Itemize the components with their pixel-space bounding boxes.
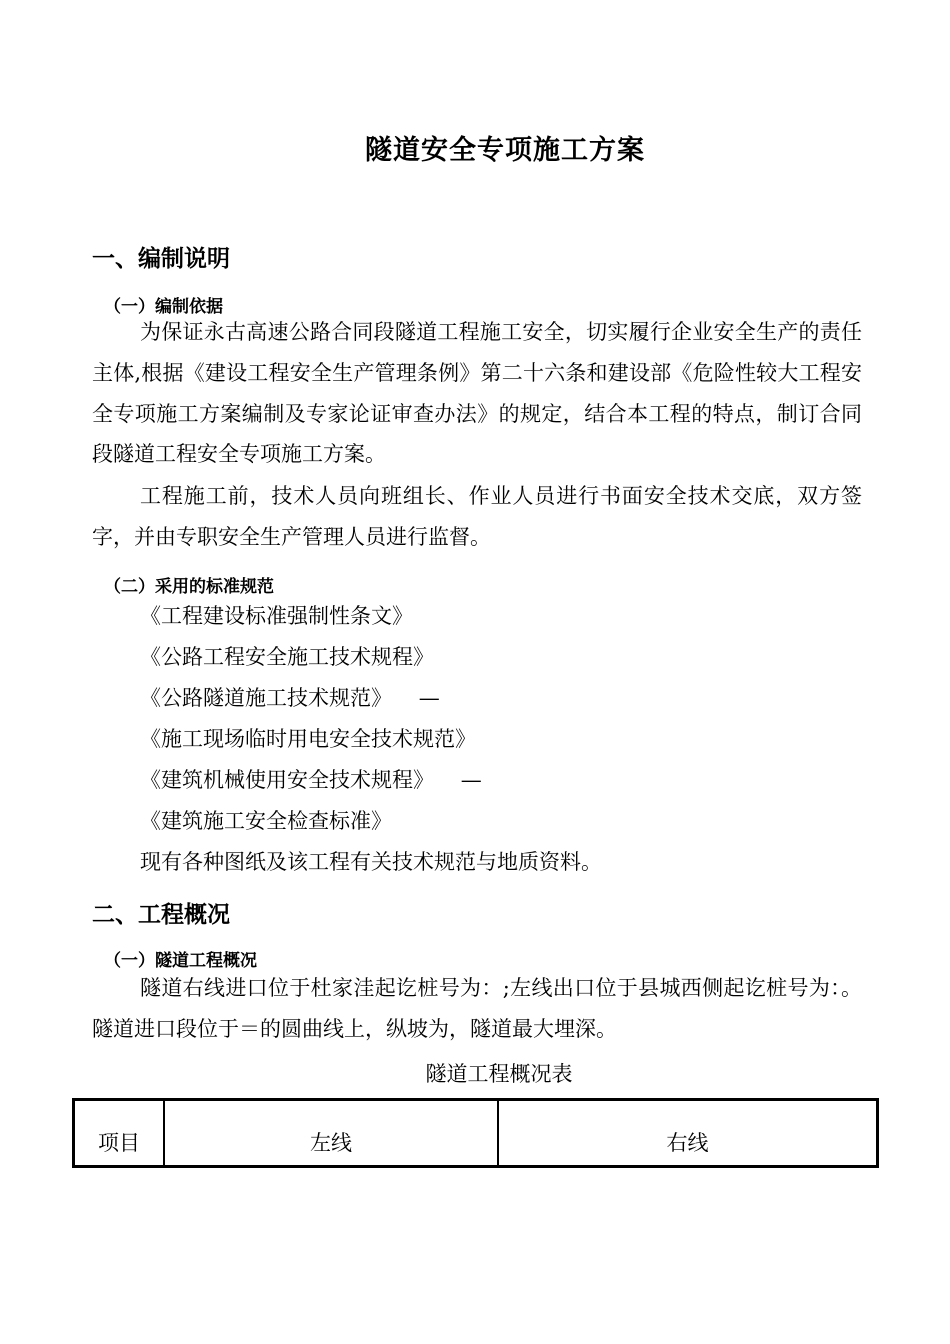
subsection-heading-tunnel-overview: （一）隧道工程概况 (104, 951, 257, 971)
standard-item: 《施工现场临时用电安全技术规范》 (140, 727, 476, 751)
standard-item: 《公路工程安全施工技术规程》 (140, 645, 434, 669)
tunnel-overview-table (72, 1098, 879, 1168)
table-caption: 隧道工程概况表 (425, 1062, 573, 1086)
paragraph-tunnel-overview: 隧道右线进口位于杜家洼起讫桩号为：;左线出口位于县城西侧起讫桩号为：。隧道进口段位于＝的圆曲线上，纵坡为，隧道最大埋深。 (92, 976, 862, 1041)
standard-item: 《建筑机械使用安全技术规程》 — (140, 768, 482, 792)
subsection-heading-basis: （一）编制依据 (104, 297, 223, 317)
standard-item: 《建筑施工安全检查标准》 (140, 809, 392, 833)
paragraph-basis: 为保证永古高速公路合同段隧道工程施工安全，切实履行企业安全生产的责任主体,根据《建设工程安全生产管理条例》第二十六条和建设部《危险性较大工程安全专项施工方案编制及专家论证审查办法》的规定，结合本工程的特点，制订合同段隧道工程安全专项施工方案。 (92, 320, 862, 467)
section-heading-1: 一、编制说明 (92, 246, 230, 272)
section-heading-2: 二、工程概况 (92, 902, 230, 928)
table-header-cell: 项目 (74, 1100, 165, 1167)
standard-item: 《公路隧道施工技术规范》 — (140, 686, 440, 710)
table-header-cell: 右线 (498, 1100, 878, 1167)
paragraph-safety-briefing: 工程施工前，技术人员向班组长、作业人员进行书面安全技术交底，双方签字，并由专职安全生产管理人员进行监督。 (92, 484, 862, 549)
page-title: 隧道安全专项施工方案 (365, 135, 645, 166)
table-header-cell: 左线 (164, 1100, 498, 1167)
standards-closing-text: 现有各种图纸及该工程有关技术规范与地质资料。 (140, 850, 602, 874)
subsection-heading-standards: （二）采用的标准规范 (104, 577, 274, 597)
standard-item: 《工程建设标准强制性条文》 (140, 604, 413, 628)
table-header-row (74, 1100, 878, 1167)
